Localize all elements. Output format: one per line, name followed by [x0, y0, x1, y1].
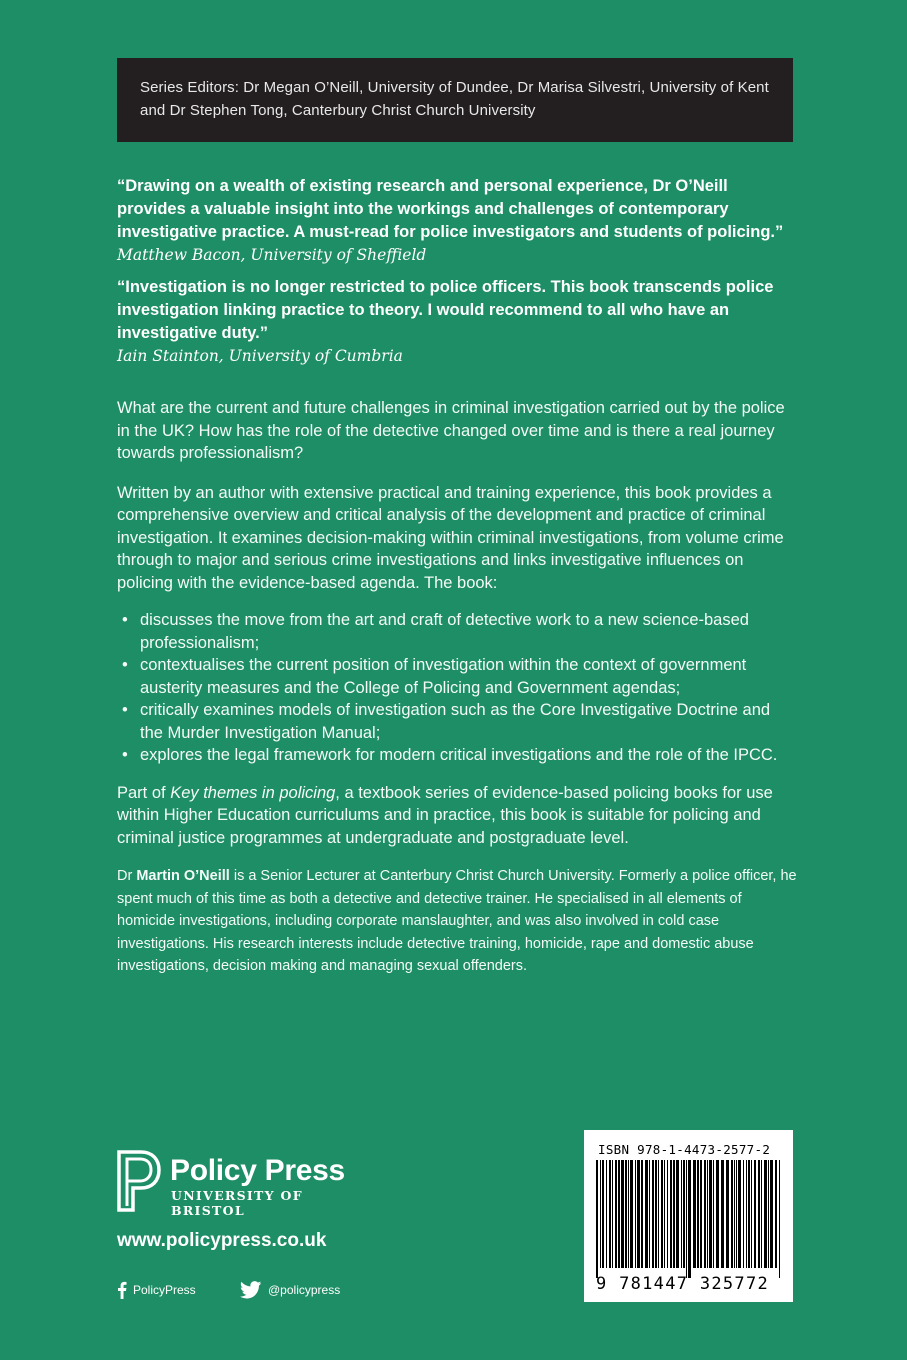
barcode-bar — [775, 1160, 777, 1268]
barcode-bar — [683, 1160, 685, 1268]
barcode-bar — [606, 1160, 607, 1268]
list-item-text: discusses the move from the art and craft of detective work to a new science-based professionalism; — [140, 611, 749, 652]
barcode-bar — [768, 1160, 769, 1268]
back-cover-content — [117, 175, 797, 992]
twitter-handle-text: @policypress — [268, 1283, 341, 1297]
barcode-bar — [628, 1160, 629, 1268]
barcode-bar — [686, 1160, 687, 1278]
barcode-bar — [746, 1160, 747, 1268]
author-bio — [117, 865, 797, 978]
barcode-bar — [673, 1160, 675, 1268]
quote-text: “Investigation is no longer restricted to police officers. This book transcends police investigation linking practice to theory. I would recommend to all who have an investigative duty.” — [117, 278, 774, 342]
series-title: Key themes in policing — [170, 783, 336, 802]
barcode-bar — [716, 1160, 719, 1268]
description-paragraph-2: Written by an author with extensive practical and training experience, this book provides a comprehensive overview and critical analysis of the development and practice of criminal investigation. It examines decision-making within criminal investigations, from volume crime through to major and serious crime investigations and links investigative influences on policing with the evidence-based agenda. The book: — [117, 483, 784, 592]
author-name: Martin O’Neill — [136, 868, 230, 884]
barcode-bar — [612, 1160, 613, 1268]
bullet-icon: • — [122, 656, 128, 674]
twitter-icon — [240, 1281, 262, 1299]
barcode-bar — [770, 1160, 773, 1268]
list-item — [122, 699, 797, 744]
publisher-website: www.policypress.co.uk — [117, 1230, 327, 1251]
barcode-bar — [707, 1160, 708, 1268]
quote-attribution: Iain Stainton, University of Cumbria — [117, 347, 403, 365]
barcode-bar — [664, 1160, 665, 1268]
barcode-bar — [681, 1160, 682, 1268]
barcode-bar — [688, 1160, 691, 1278]
barcode-bar — [761, 1160, 762, 1268]
series-paragraph-suffix: , a textbook series of evidence-based policing books for use within Higher Education curriculums and in practice, this book is suitable for policing and criminal justice programmes at undergraduate and postgraduate level. — [117, 783, 773, 847]
barcode-bar — [751, 1160, 752, 1268]
facebook-handle-text: PolicyPress — [133, 1283, 196, 1297]
twitter-handle — [240, 1281, 340, 1299]
barcode-bar — [713, 1160, 714, 1268]
publisher-subtitle: UNIVERSITY OF BRISTOL — [171, 1188, 303, 1218]
barcode-bar — [609, 1160, 611, 1268]
endorsement-quote-2 — [117, 276, 797, 367]
quote-text: “Drawing on a wealth of existing research and personal experience, Dr O’Neill provides a valuable insight into the workings and challenges of contemporary investigative practice. A must-read for police investigators and students of policing.” — [117, 177, 784, 241]
list-item-text: contextualises the current position of investigation within the context of government austerity measures and the College of Policing and Government agendas; — [140, 656, 747, 697]
barcode-bar — [600, 1160, 601, 1268]
list-item — [122, 609, 797, 654]
barcode-bar — [764, 1160, 767, 1268]
barcode-bar — [615, 1160, 617, 1268]
barcode-bar — [661, 1160, 663, 1268]
barcode-bar — [652, 1160, 654, 1268]
barcode-bar — [709, 1160, 712, 1268]
bullet-icon: • — [122, 701, 128, 719]
series-editors-bar — [117, 58, 793, 142]
barcode-bar — [758, 1160, 760, 1268]
facebook-handle — [117, 1281, 196, 1299]
series-editors-text: Series Editors: Dr Megan O’Neill, University of Dundee, Dr Marisa Silvestri, University of Kent and Dr Stephen Tong, Canterbury Christ Church University — [140, 79, 769, 119]
barcode-bar — [779, 1160, 780, 1278]
bullet-icon: • — [122, 746, 128, 764]
barcode-bar — [731, 1160, 733, 1268]
barcode-bar — [658, 1160, 659, 1268]
isbn-label: ISBN 978-1-4473-2577-2 — [598, 1142, 771, 1157]
barcode-bar — [754, 1160, 756, 1268]
barcode-bar — [596, 1160, 598, 1278]
barcode-bar — [697, 1160, 699, 1268]
barcode-bar — [743, 1160, 744, 1268]
list-item-text: critically examines models of investigation such as the Core Investigative Doctrine and the Murder Investigation Manual; — [140, 701, 771, 742]
publisher-name: Policy Press — [170, 1154, 345, 1187]
bullet-icon: • — [122, 611, 128, 629]
policy-press-logo-icon — [117, 1150, 161, 1212]
barcode-bar — [693, 1160, 696, 1268]
barcode-number: 9 781447 325772 — [596, 1274, 770, 1294]
series-paragraph — [117, 782, 797, 850]
barcode-bar — [748, 1160, 750, 1268]
barcode-bar — [738, 1160, 741, 1268]
barcode-bar — [667, 1160, 668, 1268]
barcode-bar — [670, 1160, 672, 1268]
isbn-barcode — [584, 1130, 793, 1302]
list-item-text: explores the legal framework for modern critical investigations and the role of the IPCC. — [140, 746, 778, 764]
barcode-bar — [602, 1160, 604, 1268]
barcode-bar — [649, 1160, 650, 1268]
list-item — [122, 654, 797, 699]
bio-text: is a Senior Lecturer at Canterbury Christ Church University. Formerly a police officer, he spent much of this time as both a detective and detective trainer. He specialised in all elements of homicide investigations, including corporate manslaughter, and was also involved in cold case investigations. His research interests include detective training, homicide, rape and domestic abuse investigations, decision making and managing sexual offenders. — [117, 868, 797, 974]
quote-attribution: Matthew Bacon, University of Sheffield — [117, 246, 427, 264]
description-paragraph-1: What are the current and future challenges in criminal investigation carried out by the police in the UK? How has the role of the detective changed over time and is there a real journey towards professionalism? — [117, 399, 785, 462]
barcode-bar — [676, 1160, 679, 1268]
facebook-icon — [117, 1281, 127, 1299]
barcode-bar — [630, 1160, 633, 1268]
barcode-bar — [655, 1160, 657, 1268]
barcode-bar — [704, 1160, 706, 1268]
list-item — [122, 744, 797, 767]
barcode-bar — [637, 1160, 640, 1268]
barcode-bars — [596, 1160, 782, 1278]
barcode-bar — [645, 1160, 648, 1268]
book-features-list — [117, 609, 797, 767]
barcode-bar — [700, 1160, 702, 1268]
barcode-bar — [635, 1160, 636, 1268]
barcode-bar — [625, 1160, 627, 1268]
barcode-bar — [734, 1160, 735, 1268]
series-paragraph-prefix: Part of — [117, 783, 171, 802]
barcode-bar — [726, 1160, 729, 1268]
barcode-bar — [641, 1160, 643, 1268]
endorsement-quote-1 — [117, 175, 797, 266]
publisher-logo — [117, 1150, 357, 1218]
barcode-bar — [721, 1160, 724, 1268]
barcode-bar — [621, 1160, 624, 1268]
barcode-bar — [618, 1160, 620, 1268]
barcode-bar — [736, 1160, 737, 1268]
bio-prefix: Dr — [117, 868, 137, 884]
